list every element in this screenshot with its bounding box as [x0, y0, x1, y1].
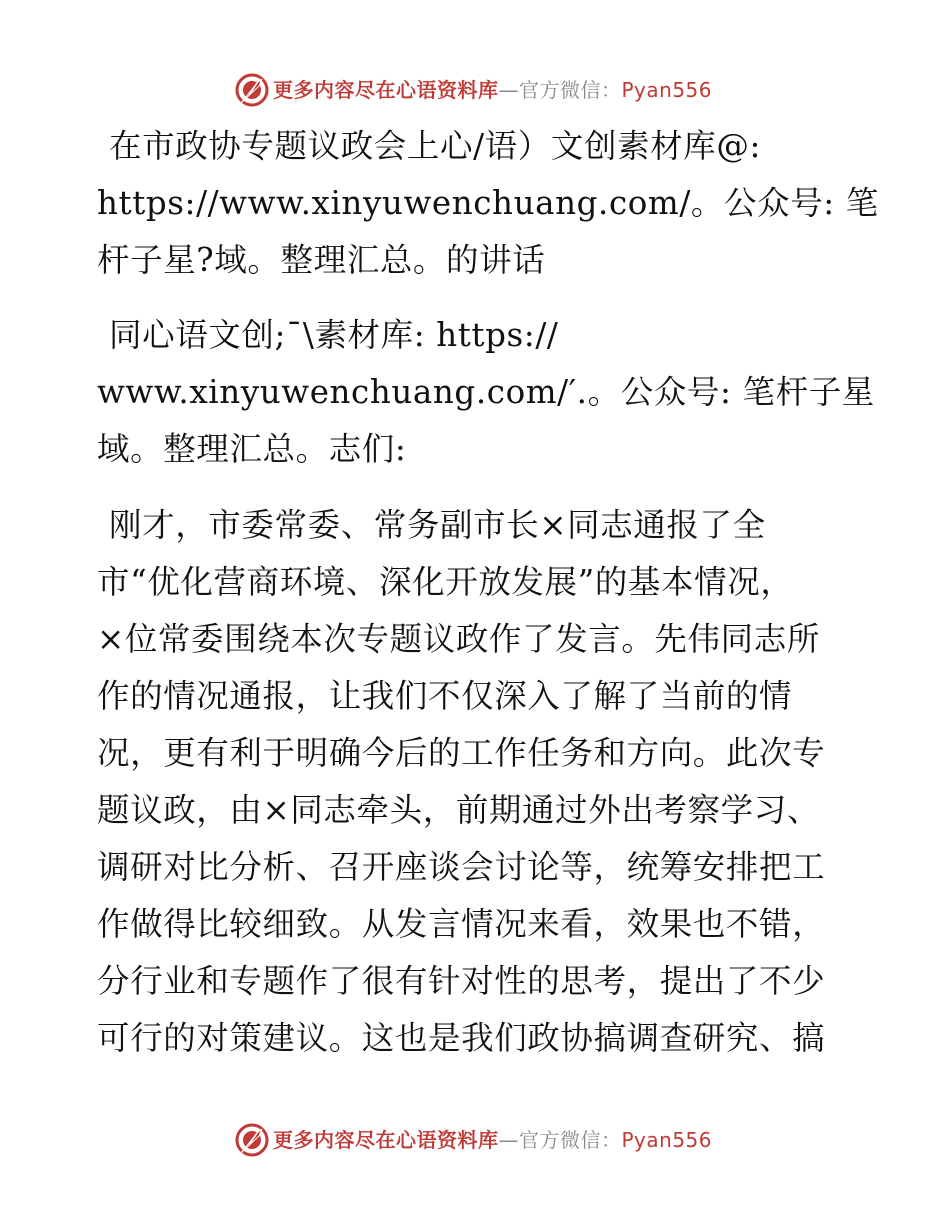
- title-paragraph: [97, 118, 879, 289]
- text-line: 作的情况通报，让我们不仅深入了解了当前的情: [97, 677, 793, 715]
- salutation-paragraph: [97, 307, 875, 478]
- text-line: 杆子星?域。整理汇总。的讲话: [97, 241, 546, 279]
- text-line: 况，更有利于明确今后的工作任务和方向。此次专: [97, 734, 826, 772]
- text-line: 可行的对策建议。这也是我们政协搞调查研究、搞: [97, 1019, 826, 1057]
- text-line: 市“优化营商环境、深化开放发展”的基本情况，: [97, 563, 794, 601]
- text-line: https://www.xinyuwenchuang.com/。公众号: 笔: [97, 184, 879, 222]
- footer-banner: [235, 1122, 712, 1158]
- banner-library-text: 更多内容尽在心语资料库: [273, 78, 499, 102]
- banner-wechat-label: —官方微信：: [498, 1128, 622, 1152]
- text-line: ×位常委围绕本次专题议政作了发言。先伟同志所: [97, 620, 820, 658]
- banner-wechat-id: Pyan556: [621, 1128, 713, 1152]
- text-line: 调研对比分析、召开座谈会讨论等，统筹安排把工: [97, 848, 826, 886]
- text-line: 刚才，市委常委、常务副市长×同志通报了全: [109, 506, 766, 544]
- banner-wechat-label: —官方微信：: [498, 78, 622, 102]
- banner-wechat-id: Pyan556: [621, 78, 713, 102]
- text-line: www.xinyuwenchuang.com/′.。公众号: 笔杆子星: [97, 373, 875, 411]
- quill-logo-icon: [235, 1123, 269, 1157]
- text-line: 同心语文创;¯\素材库: https://: [109, 316, 559, 354]
- quill-logo-icon: [235, 73, 269, 107]
- body-paragraph: [97, 497, 857, 1067]
- text-line: 在市政协专题议政会上心/语）文创素材库@:: [109, 127, 761, 165]
- banner-library-text: 更多内容尽在心语资料库: [273, 1128, 499, 1152]
- text-line: 作做得比较细致。从发言情况来看，效果也不错，: [97, 905, 826, 943]
- text-line: 分行业和专题作了很有针对性的思考，提出了不少: [97, 962, 826, 1000]
- text-line: 域。整理汇总。志们:: [97, 430, 407, 468]
- text-line: 题议政，由×同志牵头，前期通过外出考察学习、: [97, 791, 820, 829]
- header-banner: [235, 72, 712, 108]
